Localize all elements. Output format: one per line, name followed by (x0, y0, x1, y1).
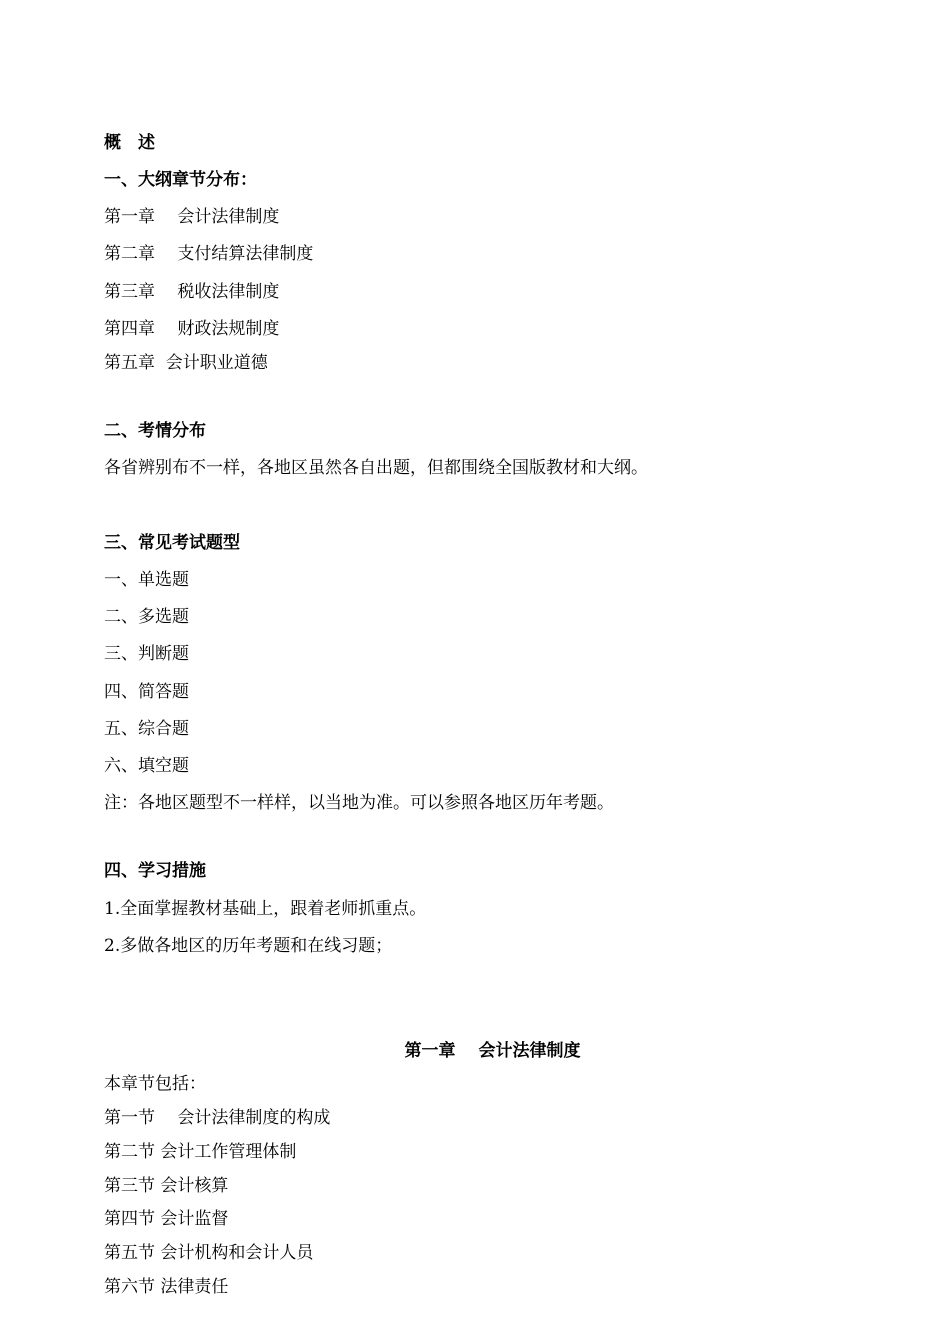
section3-note: 注：各地区题型不一样样，以当地为准。可以参照各地区历年考题。 (104, 793, 614, 813)
question-type-item: 二、多选题 (104, 607, 189, 627)
question-type-item: 一、单选题 (104, 570, 189, 590)
chapter1-intro: 本章节包括： (104, 1074, 206, 1094)
section-list-item: 第三节 会计核算 (104, 1176, 229, 1196)
study-tip-item: 2.多做各地区的历年考题和在线习题； (104, 936, 393, 956)
section-list-item: 第二节 会计工作管理体制 (104, 1142, 297, 1162)
section2-text: 各省辨别布不一样，各地区虽然各自出题，但都围绕全国版教材和大纲。 (104, 458, 648, 478)
section-list-item: 第五节 会计机构和会计人员 (104, 1243, 314, 1263)
question-type-item: 五、综合题 (104, 719, 189, 739)
chapter-list-item: 第四章 财政法规制度 (104, 319, 280, 339)
overview-title: 概 述 (104, 133, 155, 153)
study-tip-item: 1.全面掌握教材基础上，跟着老师抓重点。 (104, 899, 427, 919)
section4-heading: 四、学习措施 (104, 861, 206, 881)
section-list-item: 第六节 法律责任 (104, 1277, 229, 1297)
section1-heading: 一、大纲章节分布： (104, 170, 257, 190)
section2-heading: 二、考情分布 (104, 421, 206, 441)
section3-heading: 三、常见考试题型 (104, 533, 240, 553)
question-type-item: 四、简答题 (104, 682, 189, 702)
section-list-item: 第一节 会计法律制度的构成 (104, 1108, 331, 1128)
chapter-list-item: 第三章 税收法律制度 (104, 282, 280, 302)
question-type-item: 三、判断题 (104, 644, 189, 664)
chapter-list-item: 第一章 会计法律制度 (104, 207, 280, 227)
chapter-list-item: 第二章 支付结算法律制度 (104, 244, 314, 264)
section-list-item: 第四节 会计监督 (104, 1209, 229, 1229)
question-type-item: 六、填空题 (104, 756, 189, 776)
chapter1-title: 第一章 会计法律制度 (404, 1041, 581, 1061)
chapter-list-item: 第五章 会计职业道德 (104, 353, 268, 373)
